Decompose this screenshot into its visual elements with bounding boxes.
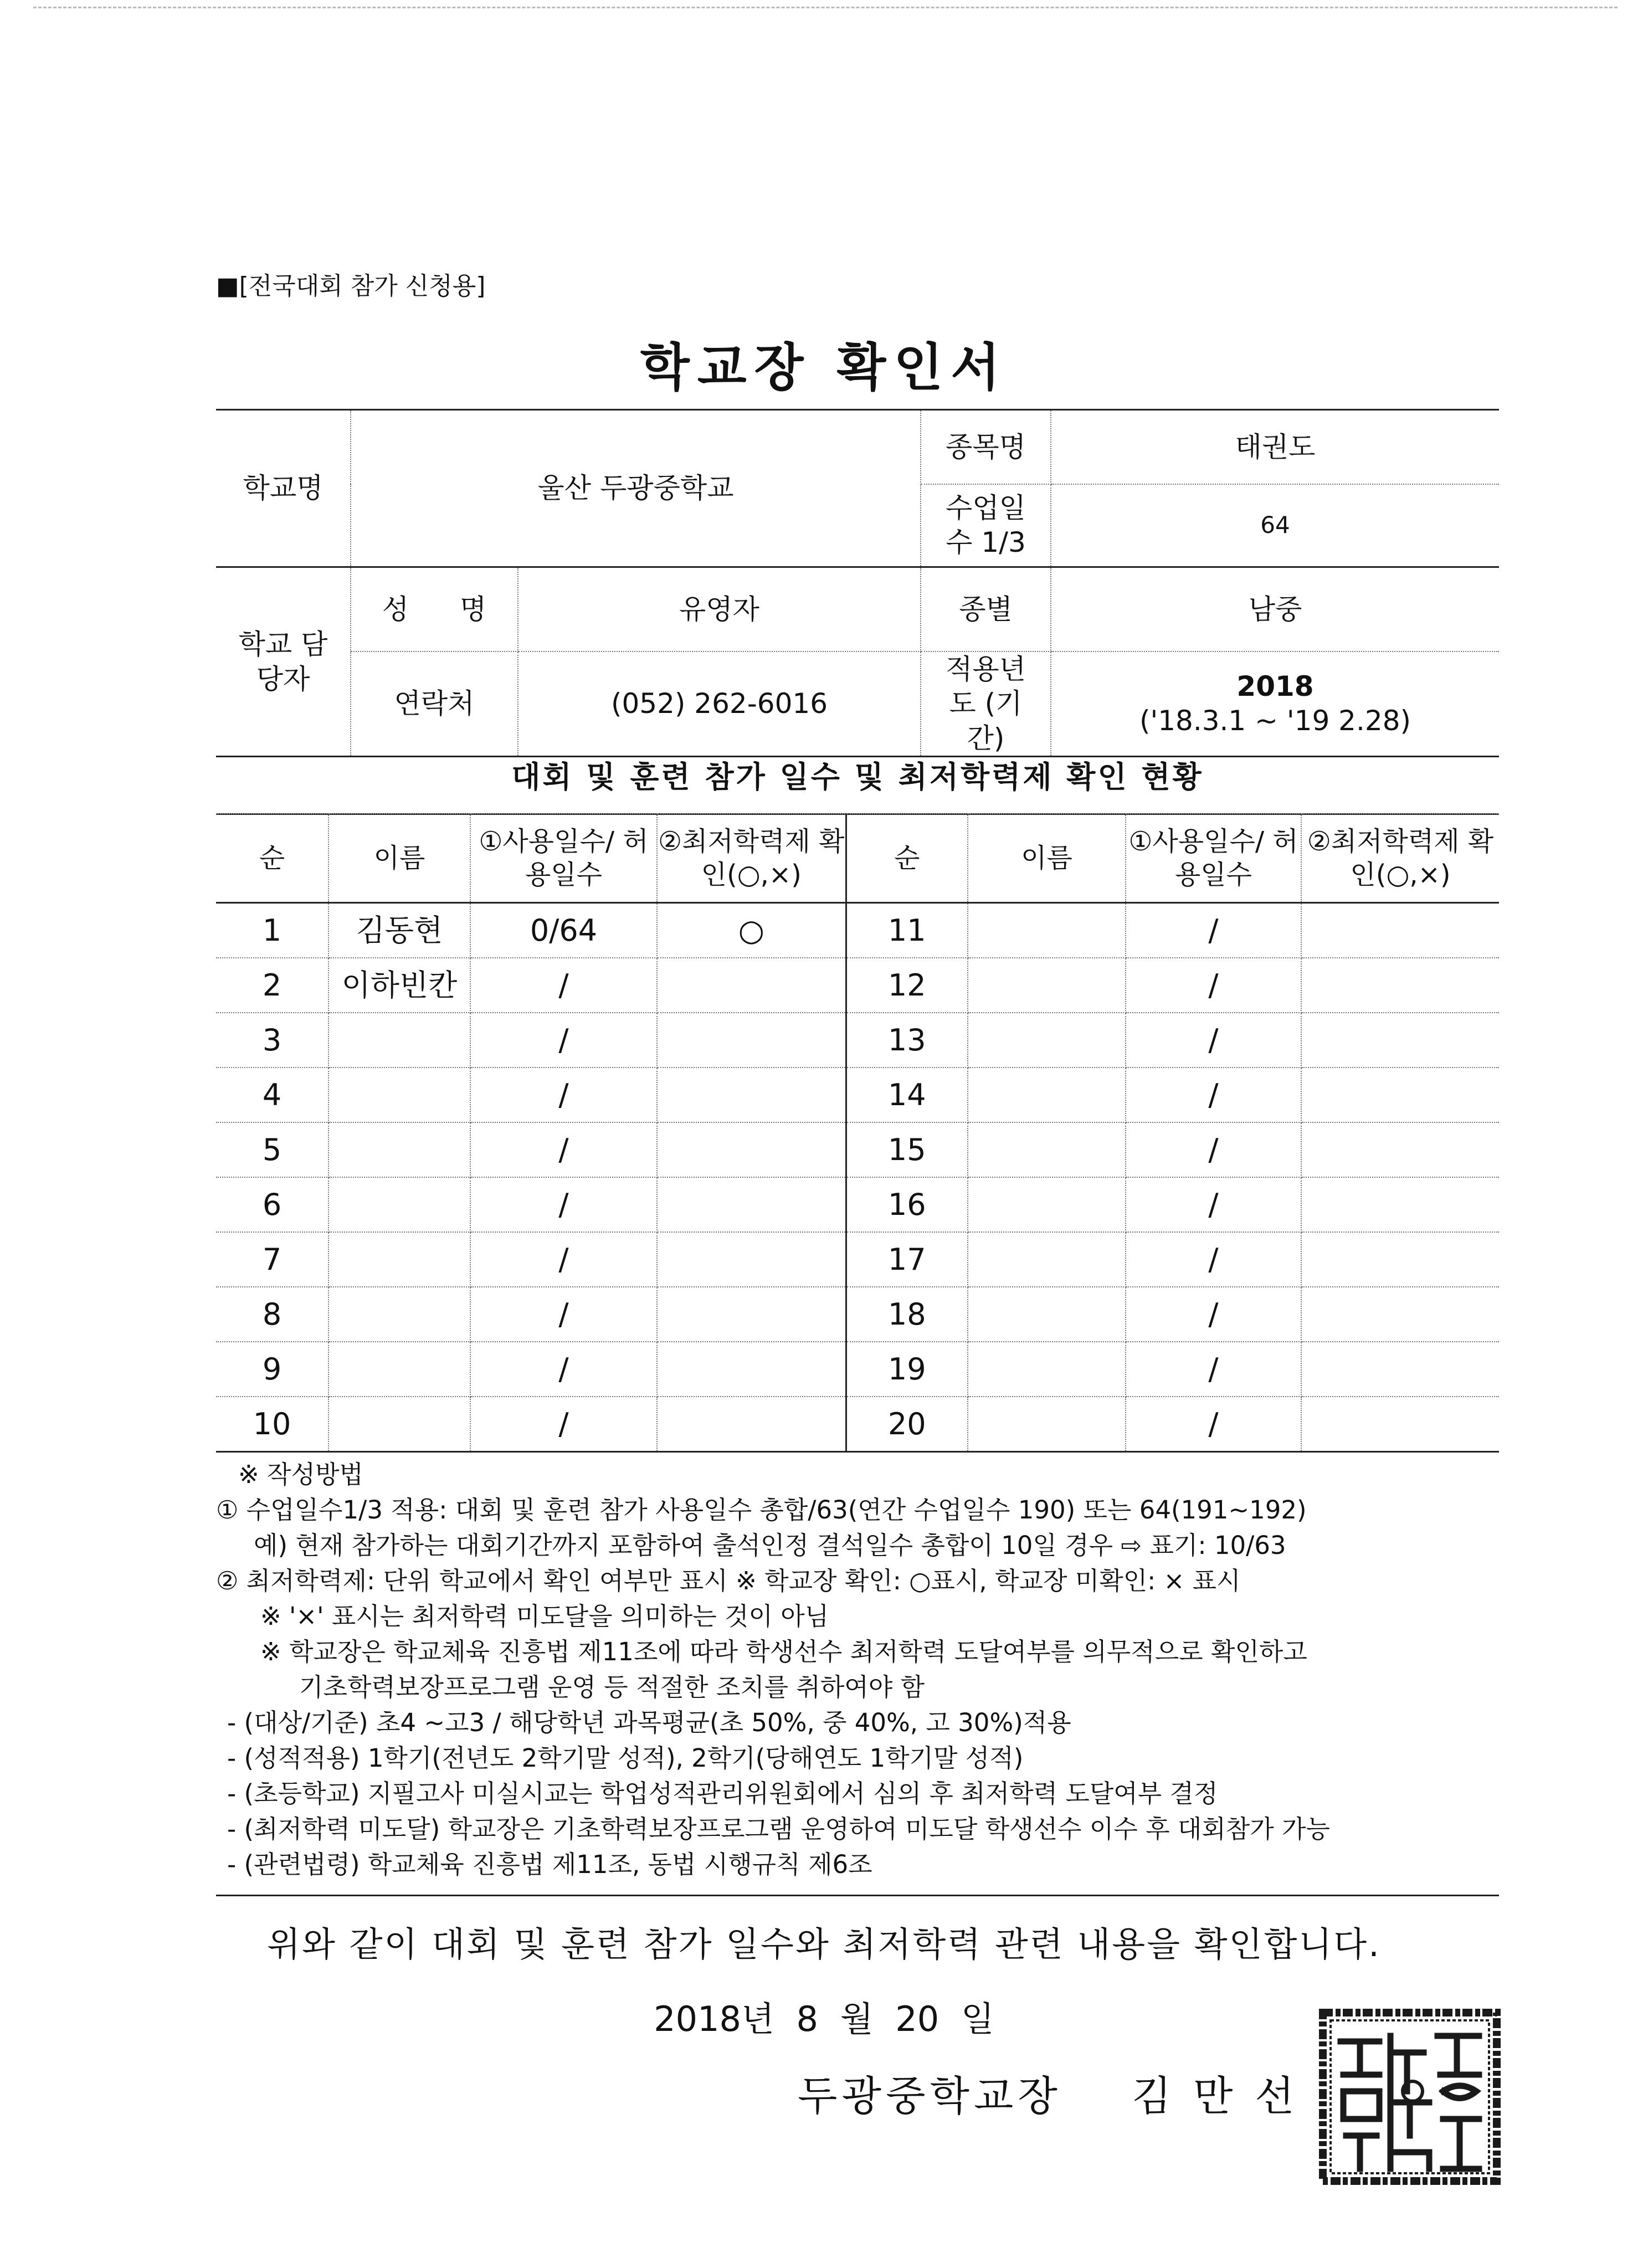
contact-label: 연락처 <box>351 651 518 757</box>
note-item: ② 최저학력제: 단위 학교에서 확인 여부만 표시 ※ 학교장 확인: ○표시, 학교장 미확인: × 표시 <box>216 1566 1241 1595</box>
days-used-cell: / <box>470 1287 657 1342</box>
contact-value: (052) 262-6016 <box>518 651 921 757</box>
academic-check-cell <box>657 1287 846 1342</box>
principal-signature: 두광중학교장 김 만 선 <box>798 2072 1299 2120</box>
student-name-cell <box>968 1397 1126 1452</box>
header-no-2: 순 <box>846 814 968 903</box>
header-name-2: 이름 <box>968 814 1126 903</box>
header-name: 이름 <box>328 814 470 903</box>
sport-value: 태권도 <box>1051 410 1499 484</box>
row-number-cell: 14 <box>846 1068 968 1122</box>
table-row <box>216 1122 1499 1177</box>
note-item: - (최저학력 미도달) 학교장은 기초학력보장프로그램 운영하여 미도달 학생선수 이수 후 대회참가 가능 <box>227 1814 1330 1844</box>
year-cell <box>1051 651 1499 757</box>
days-used-cell: / <box>1126 1122 1301 1177</box>
row-number-cell: 12 <box>846 958 968 1013</box>
days-used-cell: / <box>470 1232 657 1287</box>
days-used-cell: / <box>1126 1177 1301 1232</box>
days-used-cell: / <box>470 958 657 1013</box>
row-number-cell: 13 <box>846 1013 968 1068</box>
gender-label: 종별 <box>921 567 1051 651</box>
days-used-cell: / <box>1126 1232 1301 1287</box>
note-item: 기초학력보장프로그램 운영 등 적절한 조치를 취하여야 함 <box>299 1672 925 1702</box>
academic-check-cell <box>1301 1068 1499 1122</box>
student-name-cell <box>328 1122 470 1177</box>
days-used-cell: 0/64 <box>470 903 657 958</box>
days-used-cell: / <box>470 1177 657 1232</box>
days-used-cell: / <box>470 1013 657 1068</box>
academic-check-cell <box>657 1122 846 1177</box>
row-number-cell: 11 <box>846 903 968 958</box>
student-name-cell <box>328 1342 470 1397</box>
student-name-cell <box>968 958 1126 1013</box>
days-used-cell: / <box>470 1068 657 1122</box>
row-number-cell: 16 <box>846 1177 968 1232</box>
row-number-cell: 7 <box>216 1232 328 1287</box>
student-name-cell <box>328 1177 470 1232</box>
form-type-tag: ■[전국대회 참가 신청용] <box>216 272 486 300</box>
days-used-cell: / <box>470 1342 657 1397</box>
student-name-cell <box>968 1287 1126 1342</box>
days-used-cell: / <box>1126 1287 1301 1342</box>
note-item: 예) 현재 참가하는 대회기간까지 포함하여 출석인정 결석일수 총합이 10일 경우 ⇨ 표기: 10/63 <box>254 1531 1286 1560</box>
note-heading: ※ 작성방법 <box>238 1460 363 1489</box>
row-number-cell: 3 <box>216 1013 328 1068</box>
academic-check-cell <box>1301 1342 1499 1397</box>
row-number-cell: 18 <box>846 1287 968 1342</box>
days-used-cell: / <box>1126 1397 1301 1452</box>
table-row <box>216 958 1499 1013</box>
student-name-cell <box>328 1232 470 1287</box>
header-days: ①사용일수/ 허용일수 <box>470 814 657 903</box>
year-value: 2018 <box>1236 670 1314 702</box>
note-item: ① 수업일수1/3 적용: 대회 및 훈련 참가 사용일수 총합/63(연간 수업일수 190) 또는 64(191~192) <box>216 1495 1307 1525</box>
writing-instructions <box>216 1457 1499 1882</box>
student-name-cell <box>328 1397 470 1452</box>
sport-label: 종목명 <box>921 410 1051 484</box>
days-used-cell: / <box>1126 1342 1301 1397</box>
academic-check-cell <box>1301 1013 1499 1068</box>
note-item: - (초등학교) 지필고사 미실시교는 학업성적관리위원회에서 심의 후 최저학력 도달여부 결정 <box>227 1779 1218 1808</box>
student-name-cell <box>328 1287 470 1342</box>
official-seal-stamp <box>1318 2008 1501 2185</box>
note-item: - (성적적용) 1학기(전년도 2학기말 성적), 2학기(당해연도 1학기말 성적) <box>227 1743 1024 1773</box>
student-name-cell <box>968 1232 1126 1287</box>
student-name-cell: 이하빈칸 <box>328 958 470 1013</box>
days-used-cell: / <box>1126 903 1301 958</box>
class-days-label: 수업일수 1/3 <box>921 484 1051 567</box>
row-number-cell: 10 <box>216 1397 328 1452</box>
table-row <box>216 1287 1499 1342</box>
days-used-cell: / <box>470 1122 657 1177</box>
academic-check-cell <box>657 1342 846 1397</box>
table-row <box>216 1342 1499 1397</box>
table-row <box>216 1177 1499 1232</box>
row-number-cell: 19 <box>846 1342 968 1397</box>
staff-label: 학교 담당자 <box>216 567 351 757</box>
table-row <box>216 1013 1499 1068</box>
document-title: 학교장 확인서 <box>640 338 1008 397</box>
header-no: 순 <box>216 814 328 903</box>
row-number-cell: 4 <box>216 1068 328 1122</box>
academic-check-cell: ○ <box>657 903 846 958</box>
class-days-value: 64 <box>1051 484 1499 567</box>
row-number-cell: 5 <box>216 1122 328 1177</box>
table-row <box>216 903 1499 958</box>
note-item: - (대상/기준) 초4 ~고3 / 해당학년 과목평균(초 50%, 중 40%, 고 30%)적용 <box>227 1708 1071 1737</box>
days-used-cell: / <box>1126 1013 1301 1068</box>
row-number-cell: 1 <box>216 903 328 958</box>
year-label: 적용년도 (기간) <box>921 651 1051 757</box>
student-name-cell <box>968 1342 1126 1397</box>
row-number-cell: 6 <box>216 1177 328 1232</box>
academic-check-cell <box>1301 1122 1499 1177</box>
table-row <box>216 1068 1499 1122</box>
academic-check-cell <box>1301 958 1499 1013</box>
student-name-cell <box>968 1013 1126 1068</box>
student-name-cell: 김동현 <box>328 903 470 958</box>
student-name-cell <box>968 903 1126 958</box>
note-item: ※ 학교장은 학교체육 진흥법 제11조에 따라 학생선수 최저학력 도달여부를 의무적으로 확인하고 <box>260 1637 1307 1666</box>
roster-table <box>216 813 1499 1453</box>
note-item: ※ '×' 표시는 최저학력 미도달을 의미하는 것이 아님 <box>260 1602 829 1631</box>
days-used-cell: / <box>1126 1068 1301 1122</box>
academic-check-cell <box>657 1068 846 1122</box>
academic-check-cell <box>657 1013 846 1068</box>
school-info-table <box>216 409 1499 757</box>
row-number-cell: 15 <box>846 1122 968 1177</box>
scan-edge-line <box>33 7 1618 8</box>
staff-name-value: 유영자 <box>518 567 921 651</box>
academic-check-cell <box>657 1232 846 1287</box>
student-name-cell <box>968 1177 1126 1232</box>
academic-check-cell <box>657 958 846 1013</box>
divider <box>216 1895 1499 1896</box>
table-row <box>216 1397 1499 1452</box>
days-used-cell: / <box>1126 958 1301 1013</box>
days-used-cell: / <box>470 1397 657 1452</box>
academic-check-cell <box>1301 903 1499 958</box>
school-name-value: 울산 두광중학교 <box>351 410 921 567</box>
row-number-cell: 9 <box>216 1342 328 1397</box>
school-name-label: 학교명 <box>216 410 351 567</box>
academic-check-cell <box>657 1177 846 1232</box>
academic-check-cell <box>1301 1287 1499 1342</box>
table-row <box>216 1232 1499 1287</box>
staff-name-label: 성 명 <box>351 567 518 651</box>
roster-title: 대회 및 훈련 참가 일수 및 최저학력제 확인 현황 <box>216 741 1499 815</box>
header-check: ②최저학력제 확인(○,×) <box>657 814 846 903</box>
header-check-2: ②최저학력제 확인(○,×) <box>1301 814 1499 903</box>
student-name-cell <box>328 1068 470 1122</box>
confirmation-date: 2018년 8 월 20 일 <box>654 1999 994 2039</box>
year-period: ('18.3.1 ~ '19 2.28) <box>1139 705 1411 737</box>
header-days-2: ①사용일수/ 허용일수 <box>1126 814 1301 903</box>
academic-check-cell <box>1301 1177 1499 1232</box>
note-item: - (관련법령) 학교체육 진흥법 제11조, 동법 시행규칙 제6조 <box>227 1850 872 1879</box>
academic-check-cell <box>657 1397 846 1452</box>
student-name-cell <box>968 1068 1126 1122</box>
row-number-cell: 20 <box>846 1397 968 1452</box>
row-number-cell: 2 <box>216 958 328 1013</box>
row-number-cell: 8 <box>216 1287 328 1342</box>
academic-check-cell <box>1301 1397 1499 1452</box>
gender-value: 남중 <box>1051 567 1499 651</box>
confirmation-statement: 위와 같이 대회 및 훈련 참가 일수와 최저학력 관련 내용을 확인합니다. <box>267 1924 1381 1964</box>
student-name-cell <box>968 1122 1126 1177</box>
academic-check-cell <box>1301 1232 1499 1287</box>
row-number-cell: 17 <box>846 1232 968 1287</box>
student-name-cell <box>328 1013 470 1068</box>
